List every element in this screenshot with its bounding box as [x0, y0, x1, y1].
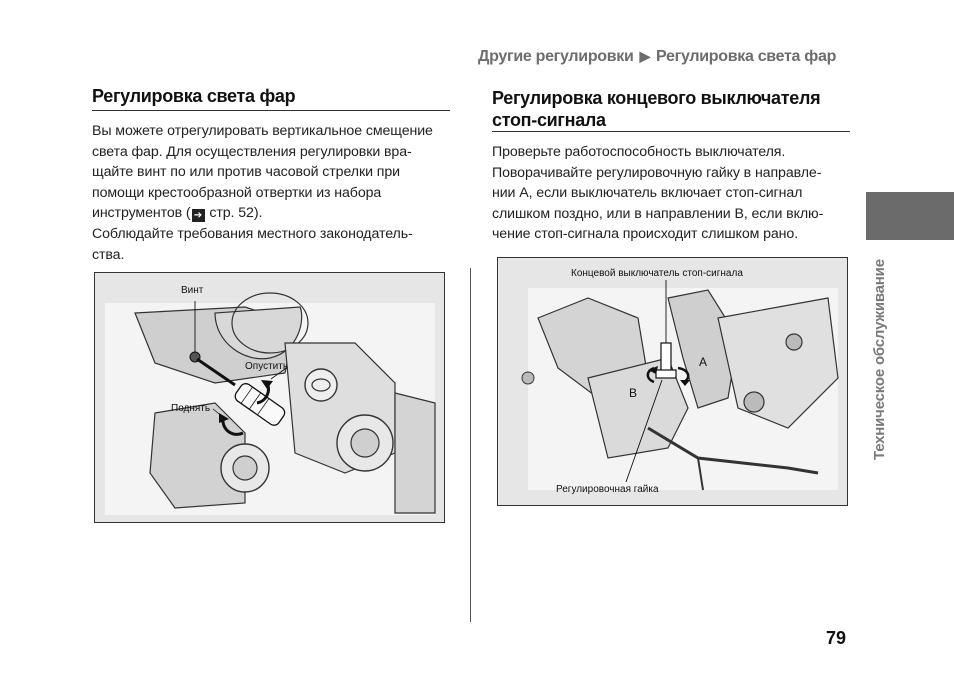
adjusting-nut-label: Регулировочная гайка	[556, 484, 659, 495]
right-line: нии A, если выключатель включает стоп-сигнал	[492, 185, 803, 202]
screw-label: Винт	[181, 285, 204, 296]
breadcrumb	[478, 48, 858, 70]
raise-label: Поднять	[171, 403, 211, 414]
breadcrumb-parent: Другие регулировки	[478, 48, 634, 65]
left-line: света фар. Для осуществления регулировки вра-	[92, 143, 412, 160]
right-line: слишком поздно, или в направлении B, если вклю-	[492, 205, 824, 222]
breadcrumb-current: Регулировка света фар	[656, 48, 837, 65]
brake-switch-label: Концевой выключатель стоп-сигнала	[571, 268, 743, 279]
section-tab	[866, 192, 954, 240]
left-section-title: Регулировка света фар	[92, 86, 296, 106]
headlight-illustration	[95, 273, 444, 522]
left-line-ref	[92, 203, 452, 224]
left-line: щайте винт по или против часовой стрелки при	[92, 164, 400, 181]
left-title-rule	[92, 110, 450, 111]
direction-b-label: B	[629, 386, 638, 400]
right-section-title	[492, 87, 820, 131]
right-title-line1: Регулировка концевого выключателя	[492, 88, 821, 108]
column-divider	[470, 268, 471, 622]
right-title-rule	[492, 131, 850, 132]
left-line: Соблюдайте требования местного законодатель-	[92, 225, 413, 242]
left-line: Вы можете отрегулировать вертикальное смещение	[92, 123, 433, 139]
breadcrumb-arrow-icon: ▶	[639, 48, 651, 64]
direction-a-label: A	[699, 355, 708, 369]
right-line: Проверьте работоспособность выключателя.	[492, 144, 786, 160]
page-number: 79	[826, 628, 847, 648]
left-line-ref-after[interactable]: стр. 52).	[205, 205, 263, 222]
right-line: чение стоп-сигнала происходит слишком рано.	[492, 226, 799, 243]
lower-label: Опустить	[245, 361, 289, 372]
left-line-ref-before: инструментов (	[92, 205, 191, 222]
left-body-text	[92, 121, 452, 265]
right-body-text	[492, 142, 852, 245]
left-line: помощи крестообразной отвертки из набора	[92, 184, 382, 201]
brake-switch-figure	[497, 257, 848, 506]
headlight-adjustment-figure	[94, 272, 445, 523]
section-tab-label: Техническое обслуживание	[871, 259, 888, 460]
brake-switch-illustration	[498, 258, 847, 505]
right-title-line2: стоп-сигнала	[492, 110, 606, 130]
page-ref-arrow-icon: ➔	[192, 209, 205, 222]
left-line: ства.	[92, 246, 125, 263]
right-line: Поворачивайте регулировочную гайку в направле-	[492, 164, 822, 181]
